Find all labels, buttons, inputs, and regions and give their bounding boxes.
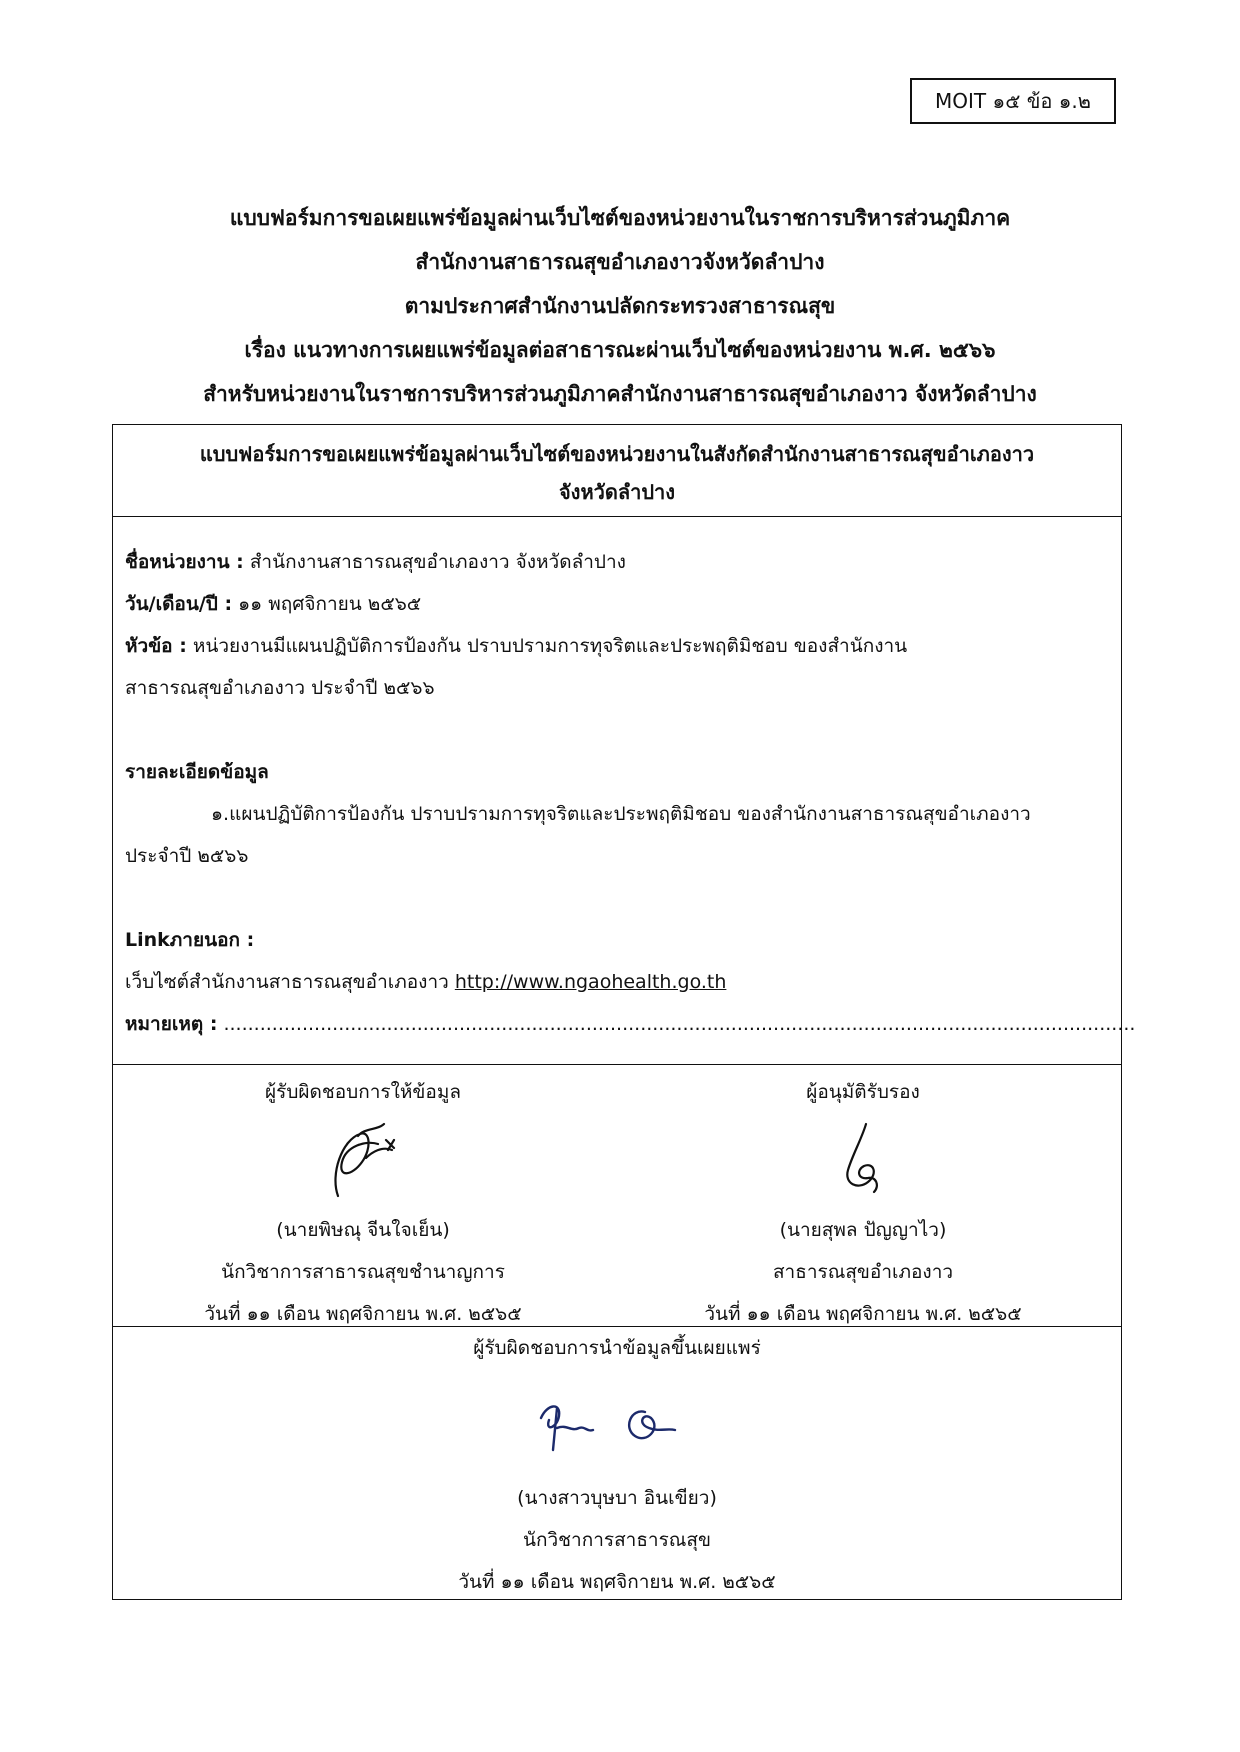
header-line-2: สำนักงานสาธารณสุขอำเภองาวจังหวัดลำปาง (415, 250, 825, 274)
spacer (125, 877, 1107, 919)
topic-row (125, 625, 1107, 667)
provider-role: ผู้รับผิดชอบการให้ข้อมูล (265, 1081, 461, 1103)
provider-signature (113, 1113, 613, 1209)
approval-section (113, 1065, 1121, 1327)
form-title-line-1: แบบฟอร์มการขอเผยแพร่ข้อมูลผ่านเว็บไซต์ของหน่วยงานในสังกัดสำนักงานสาธารณสุขอำเภองาว (199, 442, 1035, 466)
approver-name: (นายสุพล ปัญญาไว) (779, 1219, 947, 1241)
publisher-date: วันที่ ๑๑ เดือน พฤศจิกายน พ.ศ. ๒๕๖๕ (458, 1571, 776, 1593)
topic-value-line-1: หน่วยงานมีแผนปฏิบัติการป้องกัน ปราบปรามการทุจริตและประพฤติมิชอบ ของสำนักงาน (186, 635, 908, 657)
document-header (0, 196, 1240, 416)
agency-row (125, 541, 1107, 583)
approver-signature (613, 1113, 1113, 1209)
details-line-1: ๑.แผนปฏิบัติการป้องกัน ปราบปรามการทุจริตและประพฤติมิชอบ ของสำนักงานสาธารณสุขอำเภองาว (211, 803, 1031, 825)
publisher-section (113, 1327, 1121, 1601)
header-line-5: สำหรับหน่วยงานในราชการบริหารส่วนภูมิภาคสำนักงานสาธารณสุขอำเภองาว จังหวัดลำปาง (203, 382, 1037, 406)
agency-label: ชื่อหน่วยงาน : (125, 551, 244, 573)
spacer (125, 709, 1107, 751)
provider-date: วันที่ ๑๑ เดือน พฤศจิกายน พ.ศ. ๒๕๖๕ (204, 1303, 522, 1325)
form-title-line-2: จังหวัดลำปาง (558, 480, 676, 504)
publisher-name: (นางสาวบุษบา อินเขียว) (517, 1487, 717, 1509)
agency-value: สำนักงานสาธารณสุขอำเภองาว จังหวัดลำปาง (243, 551, 626, 573)
provider-position: นักวิชาการสาธารณสุขชำนาญการ (221, 1261, 505, 1283)
website-link[interactable]: http://www.ngaohealth.go.th (454, 971, 727, 993)
approver-position: สาธารณสุขอำเภองาว (772, 1261, 954, 1283)
form-code-box (910, 78, 1116, 124)
approver-role: ผู้อนุมัติรับรอง (806, 1081, 920, 1103)
date-label: วัน/เดือน/ปี : (125, 593, 233, 615)
approver-signature-block (613, 1071, 1113, 1335)
remark-row (125, 1003, 1136, 1045)
date-value: ๑๑ พฤศจิกายน ๒๕๖๕ (232, 593, 422, 615)
header-line-1: แบบฟอร์มการขอเผยแพร่ข้อมูลผ่านเว็บไซต์ของหน่วยงานในราชการบริหารส่วนภูมิภาค (229, 206, 1011, 230)
approver-date: วันที่ ๑๑ เดือน พฤศจิกายน พ.ศ. ๒๕๖๕ (704, 1303, 1022, 1325)
form-title-section (113, 425, 1121, 517)
date-row (125, 583, 1107, 625)
external-link-row (125, 961, 1107, 1003)
header-line-4: เรื่อง แนวทางการเผยแพร่ข้อมูลต่อสาธารณะผ่านเว็บไซต์ของหน่วยงาน พ.ศ. ๒๕๖๖ (244, 338, 996, 362)
publisher-position: นักวิชาการสาธารณสุข (522, 1529, 712, 1551)
form-code: MOIT ๑๕ ข้อ ๑.๒ (935, 89, 1091, 113)
publisher-role: ผู้รับผิดชอบการนำข้อมูลขึ้นเผยแพร่ (473, 1337, 761, 1359)
topic-label: หัวข้อ : (125, 635, 187, 657)
link-prefix: เว็บไซต์สำนักงานสาธารณสุขอำเภองาว (125, 971, 455, 993)
header-line-3: ตามประกาศสำนักงานปลัดกระทรวงสาธารณสุข (404, 294, 836, 318)
external-link-label: Linkภายนอก : (125, 929, 255, 951)
publisher-signature (113, 1369, 1121, 1477)
request-form (112, 424, 1136, 1600)
remark-dots: ....................................................................................................................................................... (217, 1013, 1136, 1035)
details-label: รายละเอียดข้อมูล (125, 761, 269, 783)
provider-name: (นายพิษณุ จีนใจเย็น) (276, 1219, 450, 1241)
topic-value-line-2: สาธารณสุขอำเภองาว ประจำปี ๒๕๖๖ (125, 677, 435, 699)
provider-signature-block (113, 1071, 613, 1335)
form-body-section (113, 517, 1136, 1065)
details-line-2: ประจำปี ๒๕๖๖ (125, 845, 249, 867)
remark-label: หมายเหตุ : (125, 1013, 218, 1035)
